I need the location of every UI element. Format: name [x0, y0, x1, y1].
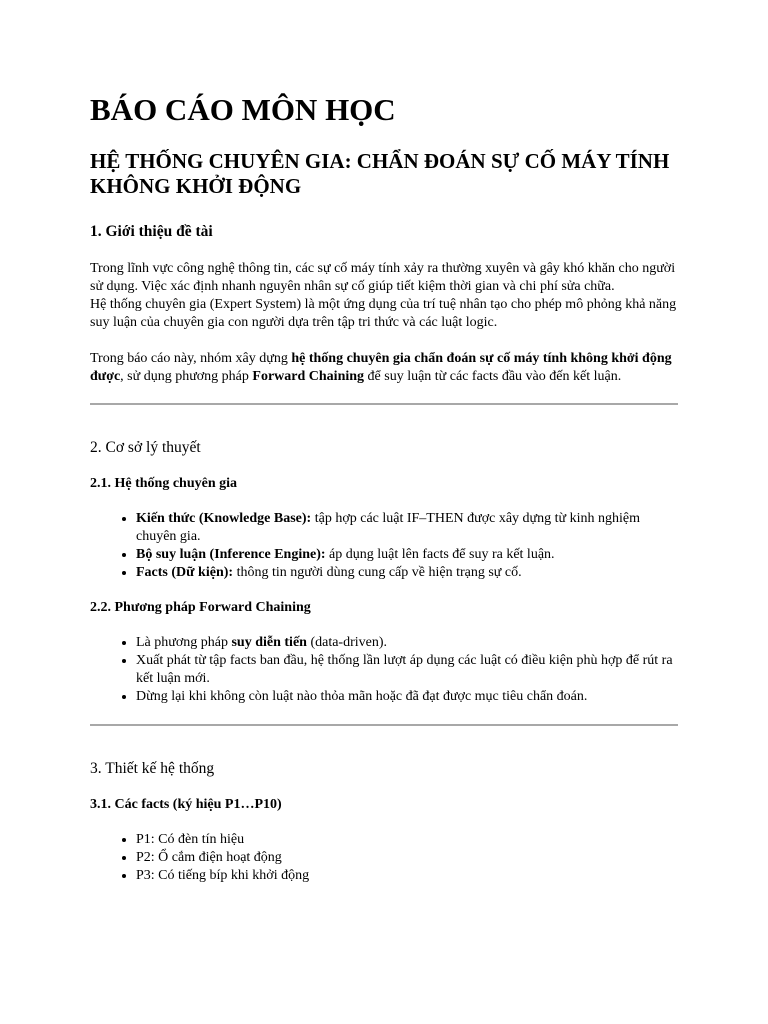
list-item: • P2: Ổ cắm điện hoạt động [136, 849, 678, 867]
list-item [136, 546, 678, 564]
list-item: • Dừng lại khi không còn luật nào thỏa mãn hoặc đã đạt được mục tiêu chẩn đoán. [136, 688, 678, 706]
section-2-heading: 2. Cơ sở lý thuyết [90, 439, 201, 457]
facts-list [90, 831, 678, 885]
intro-sentence-2: Hệ thống chuyên gia (Expert System) là một ứng dụng của trí tuệ nhân tạo cho phép mô phỏng khả năng suy luận của chuyên gia con người dựa trên tập tri thức và các luật logic. [90, 297, 677, 331]
list-item [136, 634, 678, 652]
section-1-heading: 1. Giới thiệu đề tài [90, 223, 213, 241]
section-1-intro-paragraph [90, 260, 678, 332]
list-item-text: tập hợp các luật IF–THEN được xây dựng từ kinh nghiệm chuyên gia. [136, 511, 640, 545]
scope-text-e: để suy luận từ các facts đầu vào đến kết luận. [364, 369, 622, 385]
forward-chaining-list [90, 634, 678, 706]
list-item: • P1: Có đèn tín hiệu [136, 831, 678, 849]
list-item-text: thông tin người dùng cung cấp về hiện trạng sự cố. [233, 565, 522, 581]
list-item [136, 510, 678, 546]
list-item: • P3: Có tiếng bíp khi khởi động [136, 867, 678, 885]
list-item-term: Facts (Dữ kiện): [136, 565, 234, 581]
subsection-2-1-heading: 2.1. Hệ thống chuyên gia [90, 476, 238, 492]
list-item-text: Là phương pháp [136, 635, 232, 651]
list-item: • Xuất phát từ tập facts ban đầu, hệ thống lần lượt áp dụng các luật có điều kiện phù hợp để rút ra kết luận mới. [136, 652, 678, 688]
list-item [136, 564, 678, 582]
list-item-term: Bộ suy luận (Inference Engine): [136, 547, 326, 563]
section-divider-1 [90, 403, 678, 405]
page-title: BÁO CÁO MÔN HỌC [90, 92, 396, 127]
list-item-term: suy diễn tiến [231, 635, 307, 651]
list-item-text: áp dụng luật lên facts để suy ra kết luận. [325, 547, 555, 563]
subsection-3-1-heading: 3.1. Các facts (ký hiệu P1…P10) [90, 797, 282, 813]
scope-text-bold-system: hệ thống chuyên gia chẩn đoán sự cố máy tính không khởi động được [90, 351, 672, 385]
list-item-text: (data-driven). [306, 635, 388, 651]
list-item-term: Kiến thức (Knowledge Base): [136, 511, 312, 527]
intro-sentence-1: Trong lĩnh vực công nghệ thông tin, các sự cố máy tính xảy ra thường xuyên và gây khó khăn cho người sử dụng. Việc xác định nhanh nguyên nhân sự cố giúp tiết kiệm thời gian và chi phí sửa chữa. [90, 261, 676, 295]
scope-text-bold-method: Forward Chaining [252, 369, 365, 385]
section-divider-2 [90, 724, 678, 726]
page-subtitle: HỆ THỐNG CHUYÊN GIA: CHẨN ĐOÁN SỰ CỐ MÁY TÍNH KHÔNG KHỞI ĐỘNG [90, 148, 670, 198]
subsection-2-2-heading: 2.2. Phương pháp Forward Chaining [90, 600, 311, 616]
section-1-scope-paragraph [90, 350, 678, 386]
scope-text-a: Trong báo cáo này, nhóm xây dựng [90, 351, 292, 367]
scope-text-c: , sử dụng phương pháp [120, 369, 253, 385]
expert-system-components-list [90, 510, 678, 582]
section-3-heading: 3. Thiết kế hệ thống [90, 760, 215, 778]
